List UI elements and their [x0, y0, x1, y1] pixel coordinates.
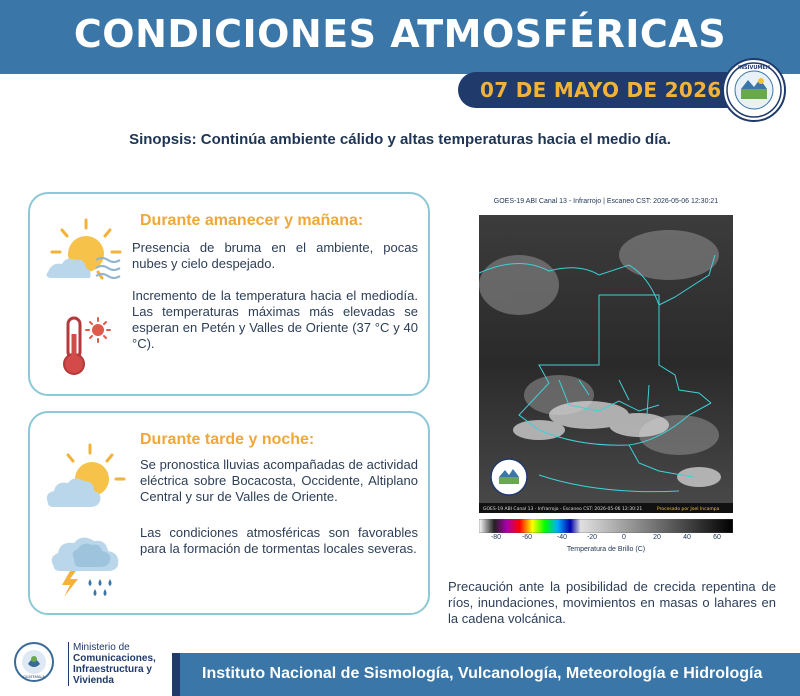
morning-card-title: Durante amanecer y mañana: — [140, 212, 364, 229]
morning-paragraph-2: Incremento de la temperatura hacia el mediodía. Las temperaturas máximas más elevadas se esperan en Petén y Valles de Oriente (37 °C y 40 °C). — [132, 288, 418, 351]
satellite-processed-note: Procesado por Joel Incampa — [657, 507, 720, 512]
header-banner — [0, 0, 800, 74]
satellite-footer-note: GOES-19 ABI Canal 13 - Infrarrojo - Escaneo CST: 2026-05-06 12:30:21 — [483, 507, 643, 512]
logo-text: INSIVUMEH — [737, 65, 771, 71]
emblem-text: GUATEMALA — [23, 675, 45, 679]
colorbar-tick: -60 — [521, 534, 533, 541]
ministry-line: Ministerio de — [73, 642, 130, 653]
synopsis-text: Sinopsis: Continúa ambiente cálido y altas temperaturas hacia el medio día. — [129, 131, 671, 148]
evening-paragraph-2: Las condiciones atmosféricas son favorables para la formación de tormentas locales severas. — [140, 525, 418, 556]
thermometer-icon — [56, 312, 116, 378]
bulletin-date: 07 DE MAYO DE 2026 — [480, 78, 722, 102]
ministry-line: Comunicaciones, — [73, 653, 156, 664]
colorbar-ticks — [479, 534, 733, 546]
colorbar-tick: -40 — [556, 534, 568, 541]
morning-card — [28, 192, 430, 396]
temperature-colorbar — [479, 519, 733, 533]
evening-paragraph-1: Se pronostica lluvias acompañadas de actividad eléctrica sobre Bocacosta, Occidente, Altiplano Central y sur de Valles de Oriente. — [140, 457, 418, 504]
satellite-caption: GOES-19 ABI Canal 13 - Infrarrojo | Escaneo CST: 2026-05-06 12:30:21 — [493, 198, 719, 205]
satellite-image — [479, 215, 733, 513]
insivumeh-logo — [722, 58, 786, 122]
ministry-line: Vivienda — [73, 675, 114, 686]
storm-icon — [40, 531, 132, 601]
evening-card-title: Durante tarde y noche: — [140, 431, 315, 448]
sun-haze-icon — [40, 216, 132, 288]
ministry-line: Infraestructura y — [73, 664, 152, 675]
institute-name: Instituto Nacional de Sismología, Vulcanología, Meteorología e Hidrología — [202, 665, 763, 682]
evening-card — [28, 411, 430, 615]
page-title: CONDICIONES ATMOSFÉRICAS — [73, 12, 727, 56]
colorbar-tick: 20 — [653, 534, 661, 541]
sun-cloud-icon — [40, 441, 132, 513]
ministry-name — [68, 642, 176, 686]
colorbar-tick: 60 — [713, 534, 721, 541]
colorbar-tick: 0 — [622, 534, 626, 541]
colorbar-tick: 40 — [683, 534, 691, 541]
morning-paragraph-1: Presencia de bruma en el ambiente, pocas nubes y cielo despejado. — [132, 240, 418, 271]
warning-text: Precaución ante la posibilidad de crecida repentina de ríos, inundaciones, movimientos en masas o lahares en la cadena volcánica. — [448, 579, 776, 626]
date-pill — [458, 72, 756, 108]
colorbar-label: Temperatura de Brillo (C) — [566, 546, 646, 553]
colorbar-tick: -20 — [586, 534, 598, 541]
institute-footer — [172, 653, 800, 696]
colorbar-tick: -80 — [490, 534, 502, 541]
guatemala-emblem — [14, 642, 54, 682]
